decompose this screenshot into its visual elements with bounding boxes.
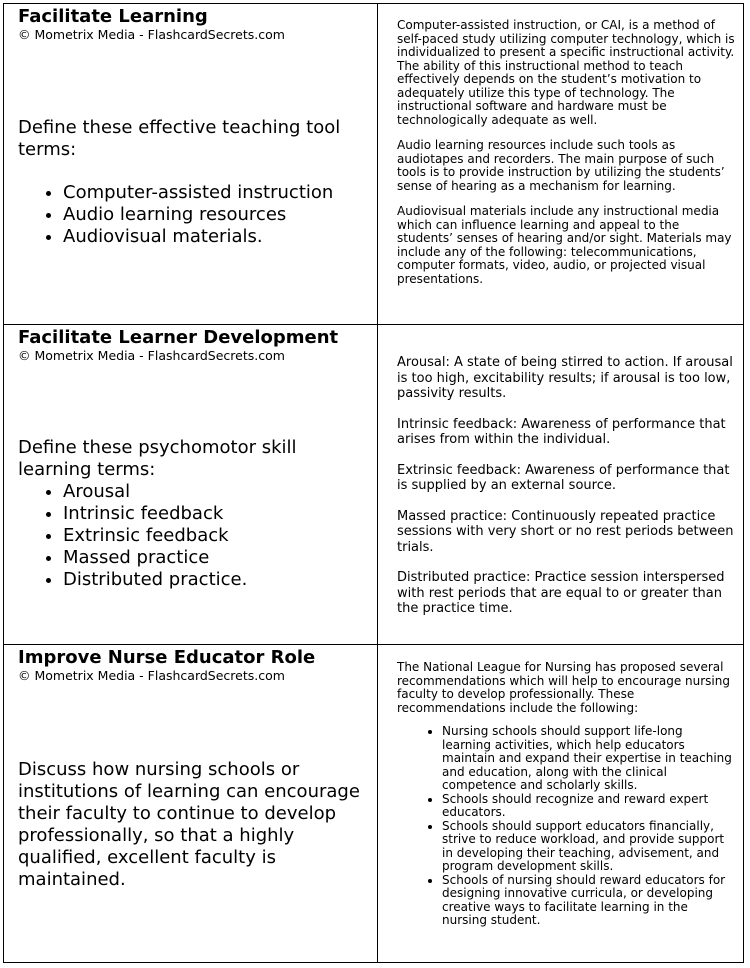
card-2-answer-cell (378, 325, 745, 644)
copyright-notice: © Mometrix Media - FlashcardSecrets.com (18, 668, 285, 683)
question-term: • Computer-assisted instruction (63, 182, 358, 204)
question-text (18, 117, 358, 248)
question-intro: Define these effective teaching tool terms: (18, 117, 341, 160)
answer-text (397, 661, 735, 928)
recommendation-item: • Schools should recognize and reward expert educators. (442, 793, 735, 820)
answer-paragraph: Audiovisual materials include any instructional media which can influence learning and appeal to the students’ senses of hearing and/or sight. Materials may include any of the following: telecommunications, computer formats, video, audio, or projected visual presentations. (397, 204, 732, 286)
recommendation-item: • Schools of nursing should reward educators for designing innovative curricula, or developing creative ways to facilitate learning in the nursing student. (442, 874, 735, 928)
copyright-notice: © Mometrix Media - FlashcardSecrets.com (18, 348, 285, 363)
question-term: • Audio learning resources (63, 204, 358, 226)
card-3-question-cell (4, 645, 377, 964)
question-term: • Distributed practice. (63, 569, 318, 591)
card-1-question-cell (4, 4, 377, 324)
answer-text (397, 355, 735, 632)
answer-text (397, 19, 735, 298)
question-term: • Extrinsic feedback (63, 525, 318, 547)
answer-paragraph: Arousal: A state of being stirred to action. If arousal is too high, excitability results; if arousal is too low, passivity results. (397, 355, 733, 401)
question-term: • Massed practice (63, 547, 318, 569)
answer-paragraph: Distributed practice: Practice session interspersed with rest periods that are equal to or greater than the practice time. (397, 570, 725, 616)
question-term: • Arousal (63, 481, 318, 503)
question-text (18, 759, 366, 891)
recommendation-item: • Schools should support educators financially, strive to reduce workload, and provide support in developing their teaching, advisement, and program development skills. (442, 820, 735, 874)
question-term-list (18, 182, 358, 248)
copyright-notice: © Mometrix Media - FlashcardSecrets.com (18, 27, 285, 42)
flashcard-sheet (3, 3, 744, 963)
card-title: Facilitate Learner Development (18, 327, 339, 348)
card-2-question-cell (4, 325, 377, 644)
answer-paragraph: Massed practice: Continuously repeated practice sessions with very short or no rest periods between trials. (397, 508, 734, 555)
question-term: • Audiovisual materials. (63, 226, 358, 248)
recommendation-item: • Nursing schools should support life-long learning activities, which help educators maintain and expand their expertise in teaching and education, along with the clinical competence and scholarly skills. (442, 725, 735, 793)
question-term: • Intrinsic feedback (63, 503, 318, 525)
question-intro: Discuss how nursing schools or institutions of learning can encourage their faculty to continue to develop professionally, so that a highly qualified, excellent faculty is maintained. (18, 759, 360, 890)
question-intro: Define these psychomotor skill learning terms: (18, 437, 297, 480)
answer-intro: The National League for Nursing has proposed several recommendations which will help to encourage nursing faculty to develop professionally. These recommendations include the following: (397, 660, 730, 715)
answer-paragraph: Audio learning resources include such tools as audiotapes and recorders. The main purpose of such tools is to provide instruction by utilizing the students’ sense of hearing as a mechanism for learning. (397, 138, 725, 193)
question-term-list (18, 481, 318, 591)
card-title: Facilitate Learning (18, 6, 208, 27)
answer-paragraph: Computer-assisted instruction, or CAI, is a method of self-paced study utilizing computer technology, which is individualized to present a specific instructional activity. The ability of this instructional method to teach effectively depends on the student’s motivation to adequately utilize this type of technology. The instructional software and hardware must be technologically adequate as well. (397, 18, 735, 127)
answer-paragraph: Intrinsic feedback: Awareness of performance that arises from within the individual. (397, 416, 726, 447)
answer-paragraph: Extrinsic feedback: Awareness of performance that is supplied by an external source. (397, 462, 730, 493)
question-text (18, 437, 318, 591)
card-1-answer-cell (378, 4, 745, 324)
card-title: Improve Nurse Educator Role (18, 647, 316, 668)
recommendation-list (397, 725, 735, 928)
card-3-answer-cell (378, 645, 745, 964)
